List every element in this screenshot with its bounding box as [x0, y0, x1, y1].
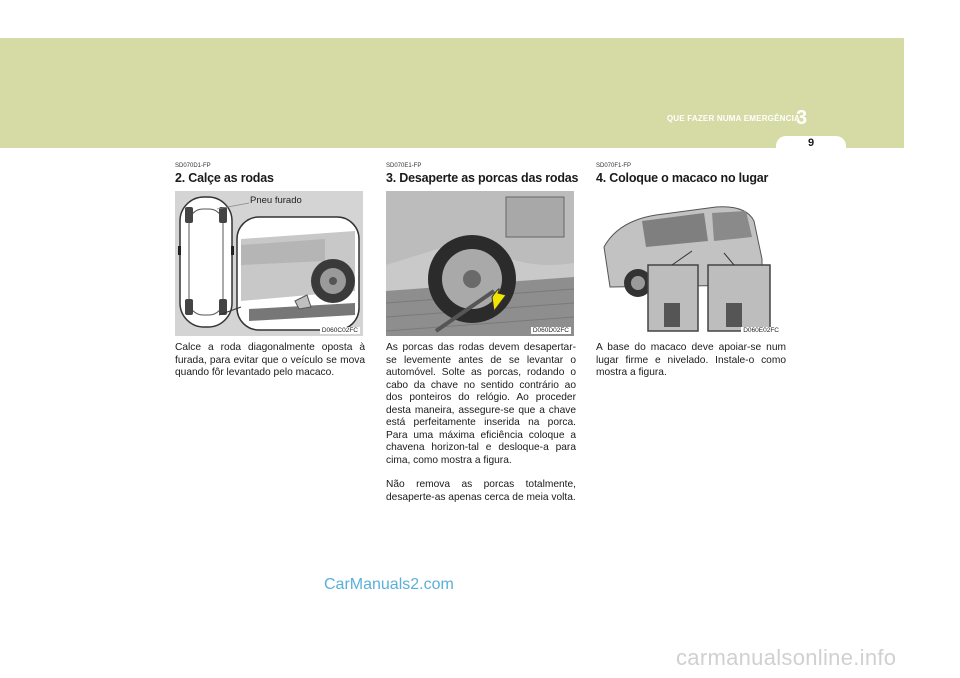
- figure-chock-wheels: [175, 191, 363, 336]
- paragraph: As porcas das rodas devem desapertar-se levemente antes de se levantar o automóvel. Solte as porcas, rodando o cabo da chave no sentido contrário ao dos ponteiros do relógio. Ao proceder desta maneira, assegure-se que a chave está perfeitamente inserida na porca. Para uma máxima eficiência coloque a chavena horizon-tal e desloque-a para cima, como mostra a figura.: [386, 342, 576, 466]
- figure-code: D060C02FC: [321, 327, 358, 334]
- flat-tire-callout: Pneu furado: [250, 195, 302, 206]
- page-number: 9: [807, 137, 815, 149]
- section-code: SD070E1-FP: [386, 163, 422, 169]
- section-code: SD070D1-FP: [175, 163, 211, 169]
- paragraph: A base do macaco deve apoiar-se num lugar firme e nivelado. Instale-o como mostra a figura.: [596, 342, 786, 378]
- place-jack-illustration: [596, 191, 784, 336]
- chapter-label: QUE FAZER NUMA EMERGÊNCIA: [666, 114, 800, 123]
- section-place-jack: [596, 163, 786, 392]
- paragraph: Não remova as porcas totalmente, desaperte-as apenas cerca de meia volta.: [386, 479, 576, 503]
- loosen-nuts-illustration: [386, 191, 574, 336]
- figure-loosen-nuts: [386, 191, 574, 336]
- section-body: [596, 342, 786, 380]
- section-loosen-nuts: [386, 163, 579, 516]
- chapter-number: 3: [796, 107, 808, 129]
- figure-code: D060E02FC: [743, 327, 779, 334]
- section-chock-wheels: [175, 163, 365, 392]
- section-body: [386, 342, 576, 504]
- watermark-carmanuals2: CarManuals2.com: [324, 576, 454, 593]
- chock-wheels-illustration: [175, 191, 363, 336]
- figure-place-jack: [596, 191, 784, 336]
- section-title: 4. Coloque o macaco no lugar: [596, 171, 769, 185]
- section-code: SD070F1-FP: [596, 163, 632, 169]
- section-title: 2. Calçe as rodas: [175, 171, 274, 185]
- watermark-carmanualsonline: carmanualsonline.info: [676, 645, 897, 670]
- section-body: [175, 342, 365, 380]
- section-title: 3. Desaperte as porcas das rodas: [386, 171, 579, 185]
- figure-code: D060D02FC: [532, 327, 569, 334]
- header-band: [0, 38, 904, 148]
- paragraph: Calce a roda diagonalmente oposta à furada, para evitar que o veículo se mova quando fôr levantado pelo macaco.: [175, 342, 365, 378]
